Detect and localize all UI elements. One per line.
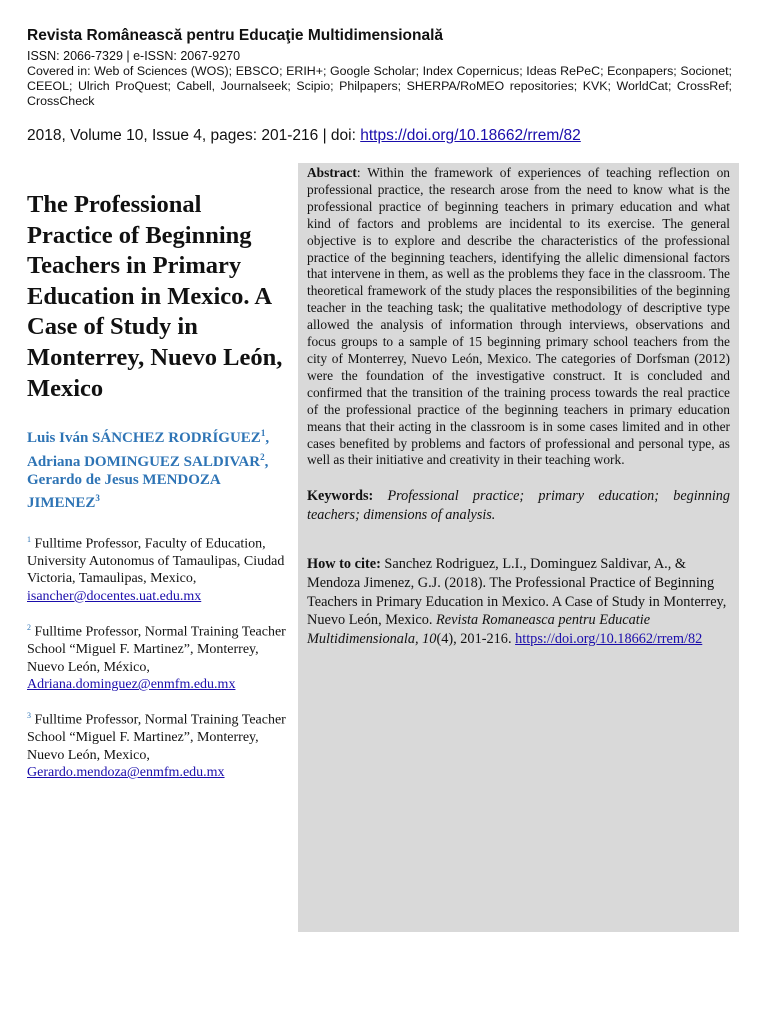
how-to-cite: [307, 555, 730, 648]
volume-text: 2018, Volume 10, Issue 4, pages: 201-216 | doi:: [27, 127, 361, 144]
cite-label: How to cite:: [307, 556, 381, 573]
author-suffix: ,: [265, 430, 270, 447]
affiliation-3: [27, 707, 292, 781]
journal-title: Revista Românească pentru Educaţie Multidimensională: [27, 27, 444, 44]
abstract-label: Abstract: [307, 165, 357, 180]
cite-text: Sanchez Rodriguez, L.I., Dominguez Saldivar, A., & Mendoza Jimenez, G.J. (2018). The Professional Practice of Beginning Teachers in Primary Education in Mexico. A Case of Study in Monterrey, Nuevo León, Mexico.: [307, 556, 727, 629]
author-name: Adriana DOMINGUEZ SALDIVAR: [27, 453, 261, 470]
affiliation-sup: 3: [27, 711, 31, 721]
paper-title: The Professional Practice of Beginning Teachers in Primary Education in Mexico. A Case of Study in Monterrey, Nuevo León, Mexico: [27, 191, 283, 402]
cite-journal: Revista Romaneasca pentru Educatie Multidimensionala, 10: [307, 612, 651, 647]
author-sup: 3: [95, 493, 100, 504]
author-sup: 1: [260, 428, 266, 439]
abstract: [307, 165, 730, 469]
affiliation-text: Fulltime Professor, Normal Training Teacher School “Miguel F. Martinez”, Monterrey, Nuevo León, México,: [27, 624, 286, 675]
affiliation-sup: 2: [27, 623, 31, 633]
volume-info: [27, 126, 581, 146]
cite-issue-pages: (4), 201-216.: [436, 630, 516, 647]
author-1: [27, 424, 292, 447]
affiliation-1: [27, 531, 292, 605]
doi-link[interactable]: https://doi.org/10.18662/rrem/82: [360, 127, 581, 144]
affiliation-email[interactable]: Adriana.dominguez@enmfm.edu.mx: [27, 676, 236, 692]
author-suffix: ,: [264, 453, 269, 470]
affiliation-email[interactable]: isancher@docentes.uat.edu.mx: [27, 588, 202, 604]
keywords-label: Keywords:: [307, 488, 374, 505]
affiliation-text: Fulltime Professor, Normal Training Teacher School “Miguel F. Martinez”, Monterrey, Nuevo León, Mexico,: [27, 713, 286, 763]
keywords-text: Professional practice; primary education; beginning teachers; dimensions of analysis.: [307, 488, 730, 524]
affiliation-email[interactable]: Gerardo.mendoza@enmfm.edu.mx: [27, 765, 225, 781]
left-column: [27, 190, 292, 782]
author-2: [27, 448, 292, 471]
author-list: [27, 424, 292, 513]
author-name: Gerardo de Jesus MENDOZA JIMENEZ: [27, 471, 220, 512]
cite-doi-link[interactable]: https://doi.org/10.18662/rrem/82: [515, 630, 703, 647]
keywords: [307, 487, 730, 525]
indexing-list: Covered in: Web of Sciences (WOS); EBSCO; ERIH+; Google Scholar; Index Copernicus; Ideas RePeC; Econpapers; Socionet; CEEOL; Ulrich ProQuest; Cabell, Journalseek; Scipio; Philpapers; SHERPA/RoMEO repositories; KVK; WorldCat; CrossRef; CrossCheck: [27, 64, 732, 108]
author-sup: 2: [260, 451, 265, 462]
abstract-text: : Within the framework of experiences of teaching reflection on professional practice, the research arose from the need to know what is the professional practice of beginning teachers in primary education and what kind of factors and problems are incidental to its exercise. The general objective is to explore and describe the characteristics of the professional practice of the beginning teachers, identifying the allelic dimensional factors that intervene in them, as well as the problems they face in the classroom. The theoretical framework of the study places the responsibilities of the beginning teacher in the teaching task; the qualitative methodology of descriptive type allowed the analysis of information through interviews, observations and focus groups to a sample of 15 beginning primary school teachers from the city of Monterrey, Nuevo León, Mexico. The categories of Dorfsman (2012) were the foundation of the investigative construct. It is concluded and confirmed that the transition of the training process towards the real practice of the professional practice of the beginning teachers in primary education means that their acting in the classroom is in some cases limited and in other cases benefited by problems and factors of professional and personal type, as well as their initiative and creativity in their teaching work.: [307, 165, 730, 468]
author-name: Luis Iván SÁNCHEZ RODRÍGUEZ: [27, 430, 261, 447]
abstract-panel: [298, 163, 739, 932]
issn-line: ISSN: 2066-7329 | e-ISSN: 2067-9270: [27, 49, 241, 63]
author-3: [27, 471, 292, 513]
affiliation-sup: 1: [27, 534, 31, 544]
journal-header: [27, 26, 732, 109]
affiliation-2: [27, 619, 292, 693]
affiliation-text: Fulltime Professor, Faculty of Education, University Autonomus of Tamaulipas, Ciudad Victoria, Tamaulipas, Mexico,: [27, 536, 285, 587]
